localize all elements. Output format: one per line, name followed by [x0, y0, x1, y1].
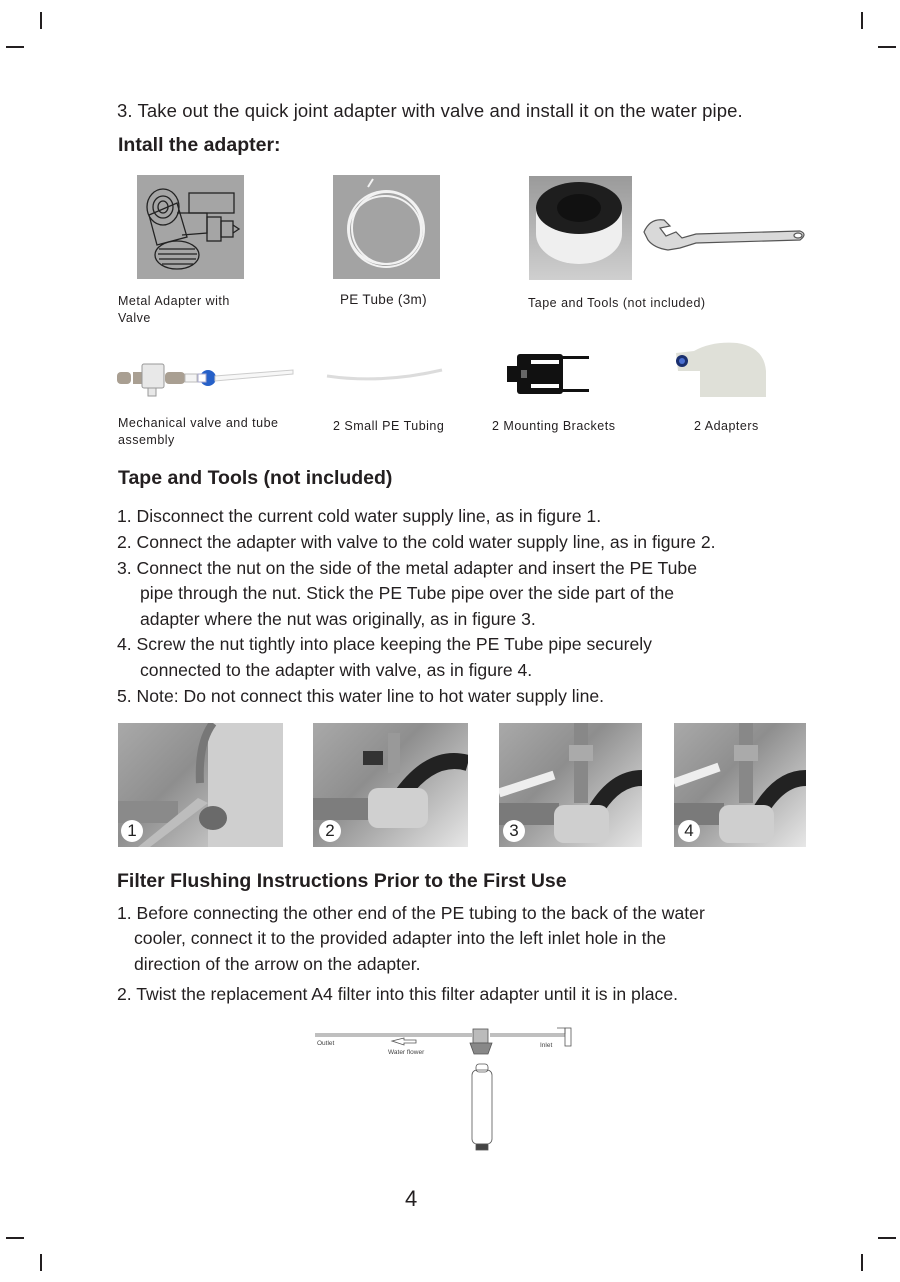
part-label-mounting-brackets: 2 Mounting Brackets	[492, 419, 616, 433]
intro-step: 3. Take out the quick joint adapter with valve and install it on the water pipe.	[117, 100, 743, 121]
figure-2-photo	[313, 723, 468, 847]
mechanical-valve-assembly-image	[115, 358, 295, 400]
part-label-pe-tube: PE Tube (3m)	[340, 292, 427, 307]
crop-mark	[6, 1237, 24, 1239]
figure-number-badge: 4	[678, 820, 700, 842]
tools-step-3-cont: adapter where the nut was originally, as in figure 3.	[140, 609, 536, 629]
crop-mark	[861, 12, 863, 29]
part-label-mechanical-valve: Mechanical valve and tube assembly	[118, 416, 279, 447]
figure-number-badge: 3	[503, 820, 525, 842]
tape-roll-image	[529, 176, 632, 280]
crop-mark	[40, 1254, 42, 1271]
pe-tube-coil-image	[333, 175, 440, 279]
tools-step-3: 3. Connect the nut on the side of the metal adapter and insert the PE Tube	[117, 558, 698, 578]
crop-mark	[861, 1254, 863, 1271]
page-number: 4	[405, 1186, 418, 1211]
tools-heading: Tape and Tools (not included)	[118, 467, 393, 489]
figure-number-badge: 2	[319, 820, 341, 842]
part-label-small-tubing: 2 Small PE Tubing	[333, 419, 445, 433]
flushing-step-1: 1. Before connecting the other end of the PE tubing to the back of the water	[117, 903, 705, 923]
flushing-step-2: 2. Twist the replacement A4 filter into this filter adapter until it is in place.	[117, 984, 678, 1004]
figure-1-photo	[118, 723, 283, 847]
crop-mark	[6, 46, 24, 48]
crop-mark	[878, 1237, 896, 1239]
filter-adapter-image	[672, 341, 767, 401]
small-pe-tubing-image	[322, 362, 447, 387]
metal-adapter-valve-image	[137, 175, 244, 279]
water-flow-label: Water flower	[388, 1049, 425, 1056]
tools-step-4: 4. Screw the nut tightly into place keeping the PE Tube pipe securely	[117, 634, 652, 654]
figure-3-photo	[499, 723, 642, 847]
install-heading: Intall the adapter:	[118, 134, 281, 156]
tools-step-1: 1. Disconnect the current cold water supply line, as in figure 1.	[117, 506, 602, 526]
tools-step-5: 5. Note: Do not connect this water line to hot water supply line.	[117, 686, 605, 706]
filter-diagram	[310, 1024, 580, 1156]
part-label-metal-adapter: Metal Adapter with Valve	[118, 294, 230, 325]
tools-step-2: 2. Connect the adapter with valve to the cold water supply line, as in figure 2.	[117, 532, 716, 552]
mounting-bracket-image	[505, 352, 590, 397]
flushing-step-1-cont: direction of the arrow on the adapter.	[134, 954, 421, 974]
crop-mark	[40, 12, 42, 29]
wrench-image	[640, 210, 810, 255]
part-label-tape-tools: Tape and Tools (not included)	[528, 296, 706, 310]
flushing-step-1-cont: cooler, connect it to the provided adapter into the left inlet hole in the	[134, 928, 667, 948]
crop-mark	[878, 46, 896, 48]
figure-number-badge: 1	[121, 820, 143, 842]
inlet-label: Inlet	[540, 1042, 553, 1049]
tools-step-3-cont: pipe through the nut. Stick the PE Tube pipe over the side part of the	[140, 583, 675, 603]
figure-4-photo	[674, 723, 806, 847]
outlet-label: Outlet	[317, 1040, 335, 1047]
flushing-heading: Filter Flushing Instructions Prior to the First Use	[117, 870, 567, 892]
part-label-adapters: 2 Adapters	[694, 419, 759, 433]
tools-step-4-cont: connected to the adapter with valve, as in figure 4.	[140, 660, 533, 680]
